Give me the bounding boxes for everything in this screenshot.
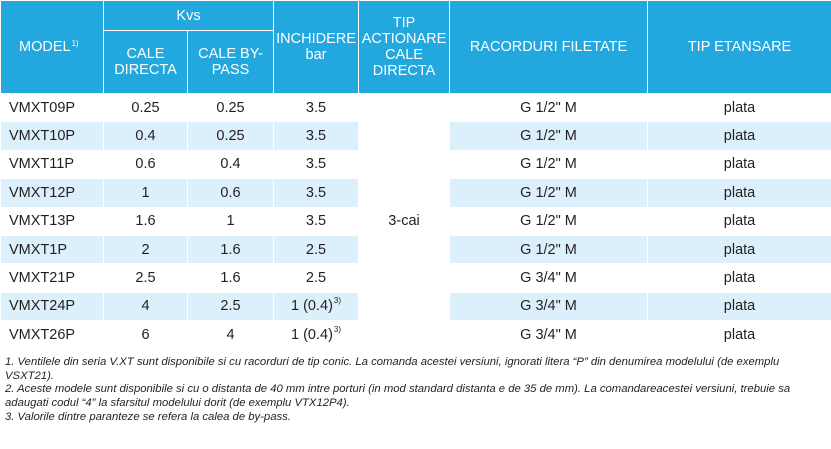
closing-pressure-value: 3.5 (305, 184, 327, 201)
model-cell: VMXT21P (1, 264, 104, 292)
closing-pressure-cell (274, 292, 359, 320)
seal-type-cell: plata (648, 207, 831, 235)
connection-cell: G 1/2" M (450, 94, 648, 122)
seal-type-cell: plata (648, 321, 831, 349)
closing-pressure-value: 1 (0.4) (290, 326, 333, 343)
closing-pressure-cell (274, 150, 359, 178)
header-closing-pressure: INCHIDERE bar (274, 1, 359, 94)
seal-type-cell: plata (648, 122, 831, 150)
connection-cell: G 3/4" M (450, 264, 648, 292)
kvs-direct-cell: 0.4 (104, 122, 188, 150)
kvs-bypass-cell: 0.25 (188, 94, 274, 122)
seal-type-cell: plata (648, 179, 831, 207)
connection-cell: G 3/4" M (450, 292, 648, 320)
kvs-bypass-cell: 4 (188, 321, 274, 349)
closing-pressure-cell (274, 321, 359, 349)
model-cell: VMXT12P (1, 179, 104, 207)
seal-type-cell: plata (648, 94, 831, 122)
model-cell: VMXT11P (1, 150, 104, 178)
footnote-2: 2. Aceste modele sunt disponibile si cu o distanta de 40 mm intre porturi (in mod standard distanta e de 35 de mm). La comandareacestei versiuni, trebuie sa adaugati codul “4” la sfarsitul modelului dorit (de exemplu VTX12P4). (5, 383, 791, 410)
closing-pressure-footnote: 3) (333, 296, 342, 306)
kvs-direct-cell: 1.6 (104, 207, 188, 235)
header-kvs: Kvs (104, 1, 274, 31)
closing-pressure-footnote: 3) (333, 324, 342, 334)
header-actuation-type: TIP ACTIONARE CALE DIRECTA (359, 1, 450, 94)
kvs-direct-cell: 0.25 (104, 94, 188, 122)
header-threaded-connections: RACORDURI FILETATE (450, 1, 648, 94)
kvs-direct-cell: 6 (104, 321, 188, 349)
model-cell: VMXT13P (1, 207, 104, 235)
seal-type-cell: plata (648, 264, 831, 292)
model-cell: VMXT24P (1, 292, 104, 320)
header-seal-type: TIP ETANSARE (648, 1, 831, 94)
seal-type-cell: plata (648, 150, 831, 178)
table-body (1, 94, 831, 350)
table-header (1, 1, 831, 94)
actuation-type-cell: 3-cai (359, 94, 450, 350)
closing-pressure-cell (274, 264, 359, 292)
kvs-direct-cell: 4 (104, 292, 188, 320)
closing-pressure-value: 3.5 (305, 156, 327, 173)
footnotes (5, 356, 825, 425)
seal-type-cell: plata (648, 292, 831, 320)
kvs-bypass-cell: 1.6 (188, 264, 274, 292)
kvs-direct-cell: 2 (104, 235, 188, 263)
connection-cell: G 1/2" M (450, 179, 648, 207)
footnote-3: 3. Valorile dintre paranteze se refera la calea de by-pass. (5, 410, 291, 423)
kvs-bypass-cell: 1.6 (188, 235, 274, 263)
closing-pressure-cell (274, 179, 359, 207)
kvs-bypass-cell: 2.5 (188, 292, 274, 320)
closing-pressure-value: 2.5 (305, 270, 327, 287)
connection-cell: G 1/2" M (450, 122, 648, 150)
connection-cell: G 1/2" M (450, 207, 648, 235)
footnote-1: 1. Ventilele din seria V.XT sunt disponibile si cu racorduri de tip conic. La comanda acestei versiuni, ignorati litera “P” din denumirea modelului (de exemplu VSXT21). (5, 356, 780, 382)
seal-type-cell: plata (648, 235, 831, 263)
closing-pressure-cell (274, 235, 359, 263)
header-model-footnote: 1) (71, 39, 79, 48)
kvs-bypass-cell: 1 (188, 207, 274, 235)
model-cell: VMXT26P (1, 321, 104, 349)
kvs-bypass-cell: 0.25 (188, 122, 274, 150)
kvs-direct-cell: 2.5 (104, 264, 188, 292)
connection-cell: G 1/2" M (450, 235, 648, 263)
header-direct-path: CALE DIRECTA (104, 31, 188, 94)
closing-pressure-value: 1 (0.4) (290, 298, 333, 315)
model-cell: VMXT10P (1, 122, 104, 150)
kvs-bypass-cell: 0.6 (188, 179, 274, 207)
closing-pressure-value: 3.5 (305, 128, 327, 145)
model-cell: VMXT1P (1, 235, 104, 263)
header-model: MODEL$^{1)}$ (1, 1, 104, 94)
connection-cell: G 1/2" M (450, 150, 648, 178)
kvs-direct-cell: 1 (104, 179, 188, 207)
connection-cell: G 3/4" M (450, 321, 648, 349)
closing-pressure-cell (274, 94, 359, 122)
closing-pressure-value: 3.5 (305, 213, 327, 230)
closing-pressure-cell (274, 207, 359, 235)
closing-pressure-cell (274, 122, 359, 150)
closing-pressure-value: 2.5 (305, 241, 327, 258)
table-row (1, 94, 831, 122)
kvs-direct-cell: 0.6 (104, 150, 188, 178)
header-bypass-path: CALE BY-PASS (188, 31, 274, 94)
closing-pressure-value: 3.5 (305, 99, 327, 116)
model-cell: VMXT09P (1, 94, 104, 122)
kvs-bypass-cell: 0.4 (188, 150, 274, 178)
